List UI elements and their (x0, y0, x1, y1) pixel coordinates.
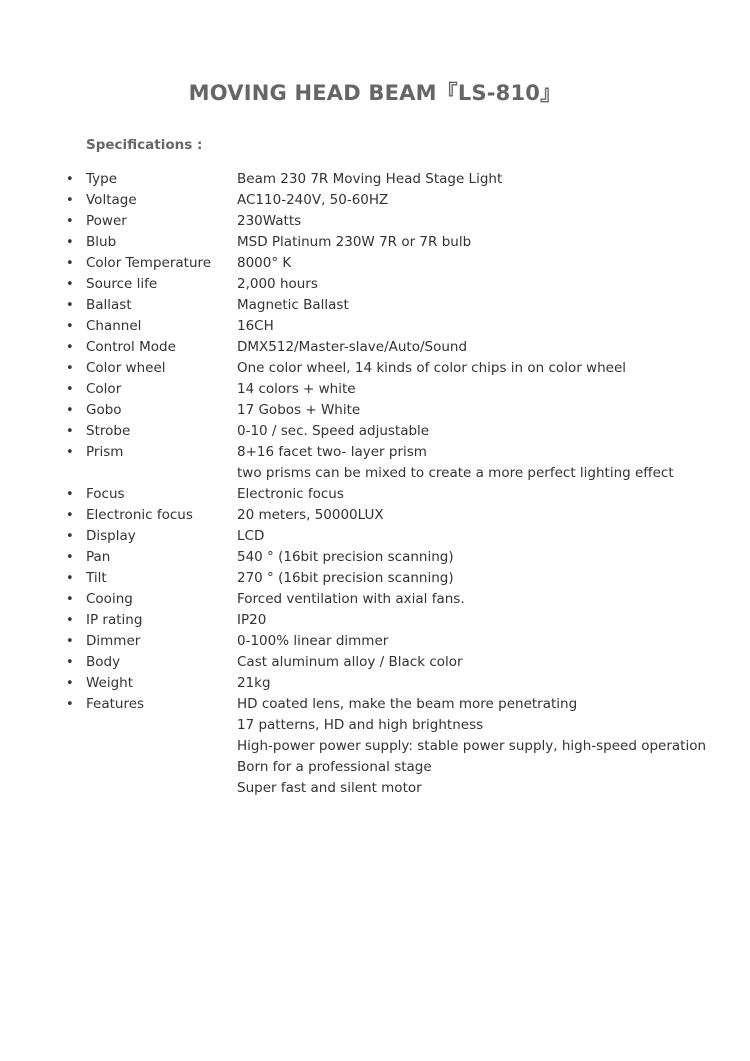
spec-row (0, 212, 750, 233)
bullet-icon: • (66, 613, 74, 628)
spec-values (237, 527, 737, 548)
spec-values (237, 380, 737, 401)
bullet-icon: • (66, 424, 74, 439)
spec-value: One color wheel, 14 kinds of color chips in on color wheel (237, 360, 627, 376)
spec-label: Dimmer (86, 633, 141, 649)
spec-row (0, 674, 750, 695)
bullet-icon: • (66, 592, 74, 607)
spec-label: Type (86, 171, 118, 187)
spec-label: Tilt (86, 570, 107, 586)
spec-value: two prisms can be mixed to create a more perfect lighting effect (237, 465, 674, 481)
spec-label: Focus (86, 486, 125, 502)
spec-values (237, 359, 737, 380)
spec-value: 0-100% linear dimmer (237, 633, 389, 649)
bullet-icon: • (66, 697, 74, 712)
spec-value: IP20 (237, 612, 267, 628)
spec-value: 21kg (237, 675, 271, 691)
spec-values (237, 317, 737, 338)
bullet-icon: • (66, 508, 74, 523)
spec-row (0, 275, 750, 296)
spec-value: Cast aluminum alloy / Black color (237, 654, 463, 670)
spec-value: 270 ° (16bit precision scanning) (237, 570, 454, 586)
spec-value: 8+16 facet two- layer prism (237, 444, 427, 460)
bullet-icon: • (66, 676, 74, 691)
bullet-icon: • (66, 319, 74, 334)
spec-value: DMX512/Master-slave/Auto/Sound (237, 339, 468, 355)
spec-values (237, 170, 737, 191)
spec-value: 2,000 hours (237, 276, 318, 292)
spec-values (237, 191, 737, 212)
bullet-icon: • (66, 235, 74, 250)
spec-label: Source life (86, 276, 158, 292)
bullet-icon: • (66, 277, 74, 292)
spec-row (0, 611, 750, 632)
bullet-icon: • (66, 487, 74, 502)
spec-value: LCD (237, 528, 265, 544)
spec-value: High-power power supply: stable power supply, high-speed operation (237, 738, 707, 754)
spec-label: Weight (86, 675, 134, 691)
spec-value: 17 patterns, HD and high brightness (237, 717, 484, 733)
bullet-icon: • (66, 193, 74, 208)
spec-values (237, 506, 737, 527)
spec-label: Channel (86, 318, 142, 334)
spec-label: Ballast (86, 297, 132, 313)
spec-values (237, 422, 737, 443)
spec-label: Prism (86, 444, 124, 460)
bullet-icon: • (66, 550, 74, 565)
spec-values (237, 338, 737, 359)
spec-values (237, 212, 737, 233)
spec-row (0, 695, 750, 800)
spec-label: Control Mode (86, 339, 176, 355)
spec-value: 8000° K (237, 255, 292, 271)
spec-row (0, 296, 750, 317)
bullet-icon: • (66, 634, 74, 649)
spec-label: Display (86, 528, 136, 544)
bullet-icon: • (66, 298, 74, 313)
spec-row (0, 632, 750, 653)
spec-row (0, 485, 750, 506)
bullet-icon: • (66, 340, 74, 355)
spec-row (0, 569, 750, 590)
spec-row (0, 653, 750, 674)
bullet-icon: • (66, 361, 74, 376)
spec-row (0, 338, 750, 359)
spec-value: 17 Gobos + White (237, 402, 361, 418)
spec-row (0, 191, 750, 212)
spec-values (237, 653, 737, 674)
spec-values (237, 233, 737, 254)
spec-row (0, 170, 750, 191)
specifications-list (0, 170, 750, 800)
spec-label: Body (86, 654, 121, 670)
spec-label: Power (86, 213, 127, 229)
spec-label: Strobe (86, 423, 131, 439)
bullet-icon: • (66, 172, 74, 187)
spec-label: Gobo (86, 402, 122, 418)
spec-row (0, 548, 750, 569)
spec-values (237, 674, 737, 695)
spec-label: Features (86, 696, 145, 712)
spec-values (237, 296, 737, 317)
bullet-icon: • (66, 445, 74, 460)
spec-label: Color (86, 381, 122, 397)
spec-value: Beam 230 7R Moving Head Stage Light (237, 171, 503, 187)
spec-row (0, 380, 750, 401)
bullet-icon: • (66, 403, 74, 418)
spec-value: 230Watts (237, 213, 302, 229)
spec-label: Electronic focus (86, 507, 193, 523)
spec-values (237, 485, 737, 506)
spec-values (237, 548, 737, 569)
specifications-heading: Specifications : (86, 137, 203, 153)
bullet-icon: • (66, 214, 74, 229)
bullet-icon: • (66, 571, 74, 586)
spec-values (237, 590, 737, 611)
spec-values (237, 254, 737, 275)
spec-label: IP rating (86, 612, 143, 628)
spec-row (0, 527, 750, 548)
spec-row (0, 443, 750, 485)
bullet-icon: • (66, 655, 74, 670)
spec-value: 540 ° (16bit precision scanning) (237, 549, 454, 565)
spec-value: Born for a professional stage (237, 759, 432, 775)
spec-row (0, 590, 750, 611)
spec-label: Blub (86, 234, 117, 250)
spec-value: 20 meters, 50000LUX (237, 507, 384, 523)
spec-value: Forced ventilation with axial fans. (237, 591, 465, 607)
spec-value: MSD Platinum 230W 7R or 7R bulb (237, 234, 472, 250)
spec-values (237, 695, 737, 800)
spec-value: 14 colors + white (237, 381, 356, 397)
bullet-icon: • (66, 382, 74, 397)
spec-values (237, 275, 737, 296)
spec-value: 0-10 / sec. Speed adjustable (237, 423, 430, 439)
spec-label: Cooing (86, 591, 133, 607)
spec-row (0, 317, 750, 338)
spec-row (0, 401, 750, 422)
bullet-icon: • (66, 256, 74, 271)
spec-value: AC110-240V, 50-60HZ (237, 192, 389, 208)
spec-label: Color wheel (86, 360, 166, 376)
spec-values (237, 611, 737, 632)
spec-values (237, 632, 737, 653)
spec-row (0, 254, 750, 275)
spec-value: Super fast and silent motor (237, 780, 422, 796)
spec-value: 16CH (237, 318, 274, 334)
spec-row (0, 422, 750, 443)
spec-row (0, 233, 750, 254)
spec-values (237, 443, 737, 485)
spec-values (237, 401, 737, 422)
spec-value: HD coated lens, make the beam more penetrating (237, 696, 578, 712)
spec-label: Color Temperature (86, 255, 212, 271)
spec-label: Voltage (86, 192, 137, 208)
spec-row (0, 506, 750, 527)
bullet-icon: • (66, 529, 74, 544)
spec-values (237, 569, 737, 590)
spec-label: Pan (86, 549, 111, 565)
spec-value: Electronic focus (237, 486, 344, 502)
document-title: MOVING HEAD BEAM『LS-810』 (188, 81, 562, 105)
spec-value: Magnetic Ballast (237, 297, 349, 313)
spec-row (0, 359, 750, 380)
